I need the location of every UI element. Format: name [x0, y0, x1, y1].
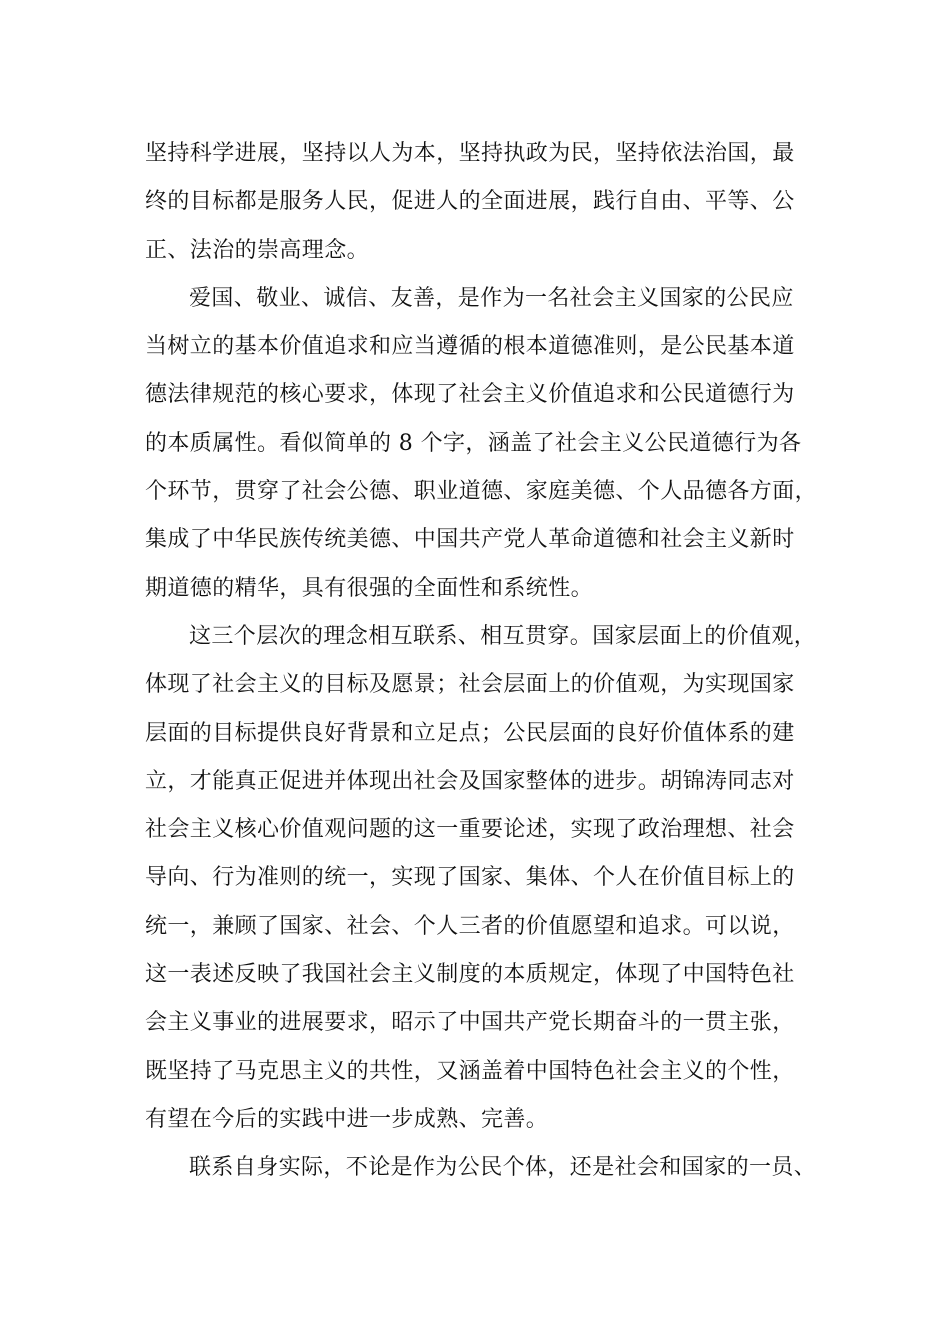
text-line: 社会主义核心价值观问题的这一重要论述，实现了政治理想、社会: [145, 817, 795, 843]
paragraph-first-line: 爱国、敬业、诚信、友善，是作为一名社会主义国家的公民应: [189, 285, 794, 311]
text-line: 坚持科学进展，坚持以人为本，坚持执政为民，坚持依法治国，最: [145, 141, 795, 166]
text-line: 导向、行为准则的统一，实现了国家、集体、个人在价值目标上的: [145, 865, 795, 891]
text-line: 当树立的基本价值追求和应当遵循的根本道德准则，是公民基本道: [145, 334, 795, 360]
text-line: 集成了中华民族传统美德、中国共产党人革命道德和社会主义新时: [145, 527, 795, 553]
text-line: 德法律规范的核心要求，体现了社会主义价值追求和公民道德行为: [145, 382, 795, 408]
text-line: 这一表述反映了我国社会主义制度的本质规定，体现了中国特色社: [145, 962, 795, 988]
text-line: 体现了社会主义的目标及愿景；社会层面上的价值观，为实现国家: [145, 672, 795, 698]
text-line: 会主义事业的进展要求，昭示了中国共产党长期奋斗的一贯主张，: [145, 1010, 795, 1036]
paragraph-first-line: 联系自身实际，不论是作为公民个体，还是社会和国家的一员、: [189, 1155, 817, 1181]
text-line: 正、法治的崇高理念。: [145, 237, 370, 263]
text-line: 统一，兼顾了国家、社会、个人三者的价值愿望和追求。可以说，: [145, 913, 795, 939]
text-line: 立，才能真正促进并体现出社会及国家整体的进步。胡锦涛同志对: [145, 768, 795, 794]
text-line: 层面的目标提供良好背景和立足点；公民层面的良好价值体系的建: [145, 720, 795, 746]
paragraph-first-line: 这三个层次的理念相互联系、相互贯穿。国家层面上的价值观，: [189, 623, 817, 649]
text-line: 有望在今后的实践中进一步成熟、完善。: [145, 1106, 549, 1132]
text-line: 既坚持了马克思主义的共性，又涵盖着中国特色社会主义的个性，: [145, 1058, 795, 1084]
body-text: [145, 130, 825, 1193]
text-line: 期道德的精华，具有很强的全面性和系统性。: [145, 575, 594, 601]
text-line: 个环节，贯穿了社会公德、职业道德、家庭美德、个人品德各方面，: [145, 479, 818, 505]
text-line: 终的目标都是服务人民，促进人的全面进展，践行自由、平等、公: [145, 189, 795, 215]
text-line: 的本质属性。看似简单的 8 个字，涵盖了社会主义公民道德行为各: [145, 430, 802, 456]
